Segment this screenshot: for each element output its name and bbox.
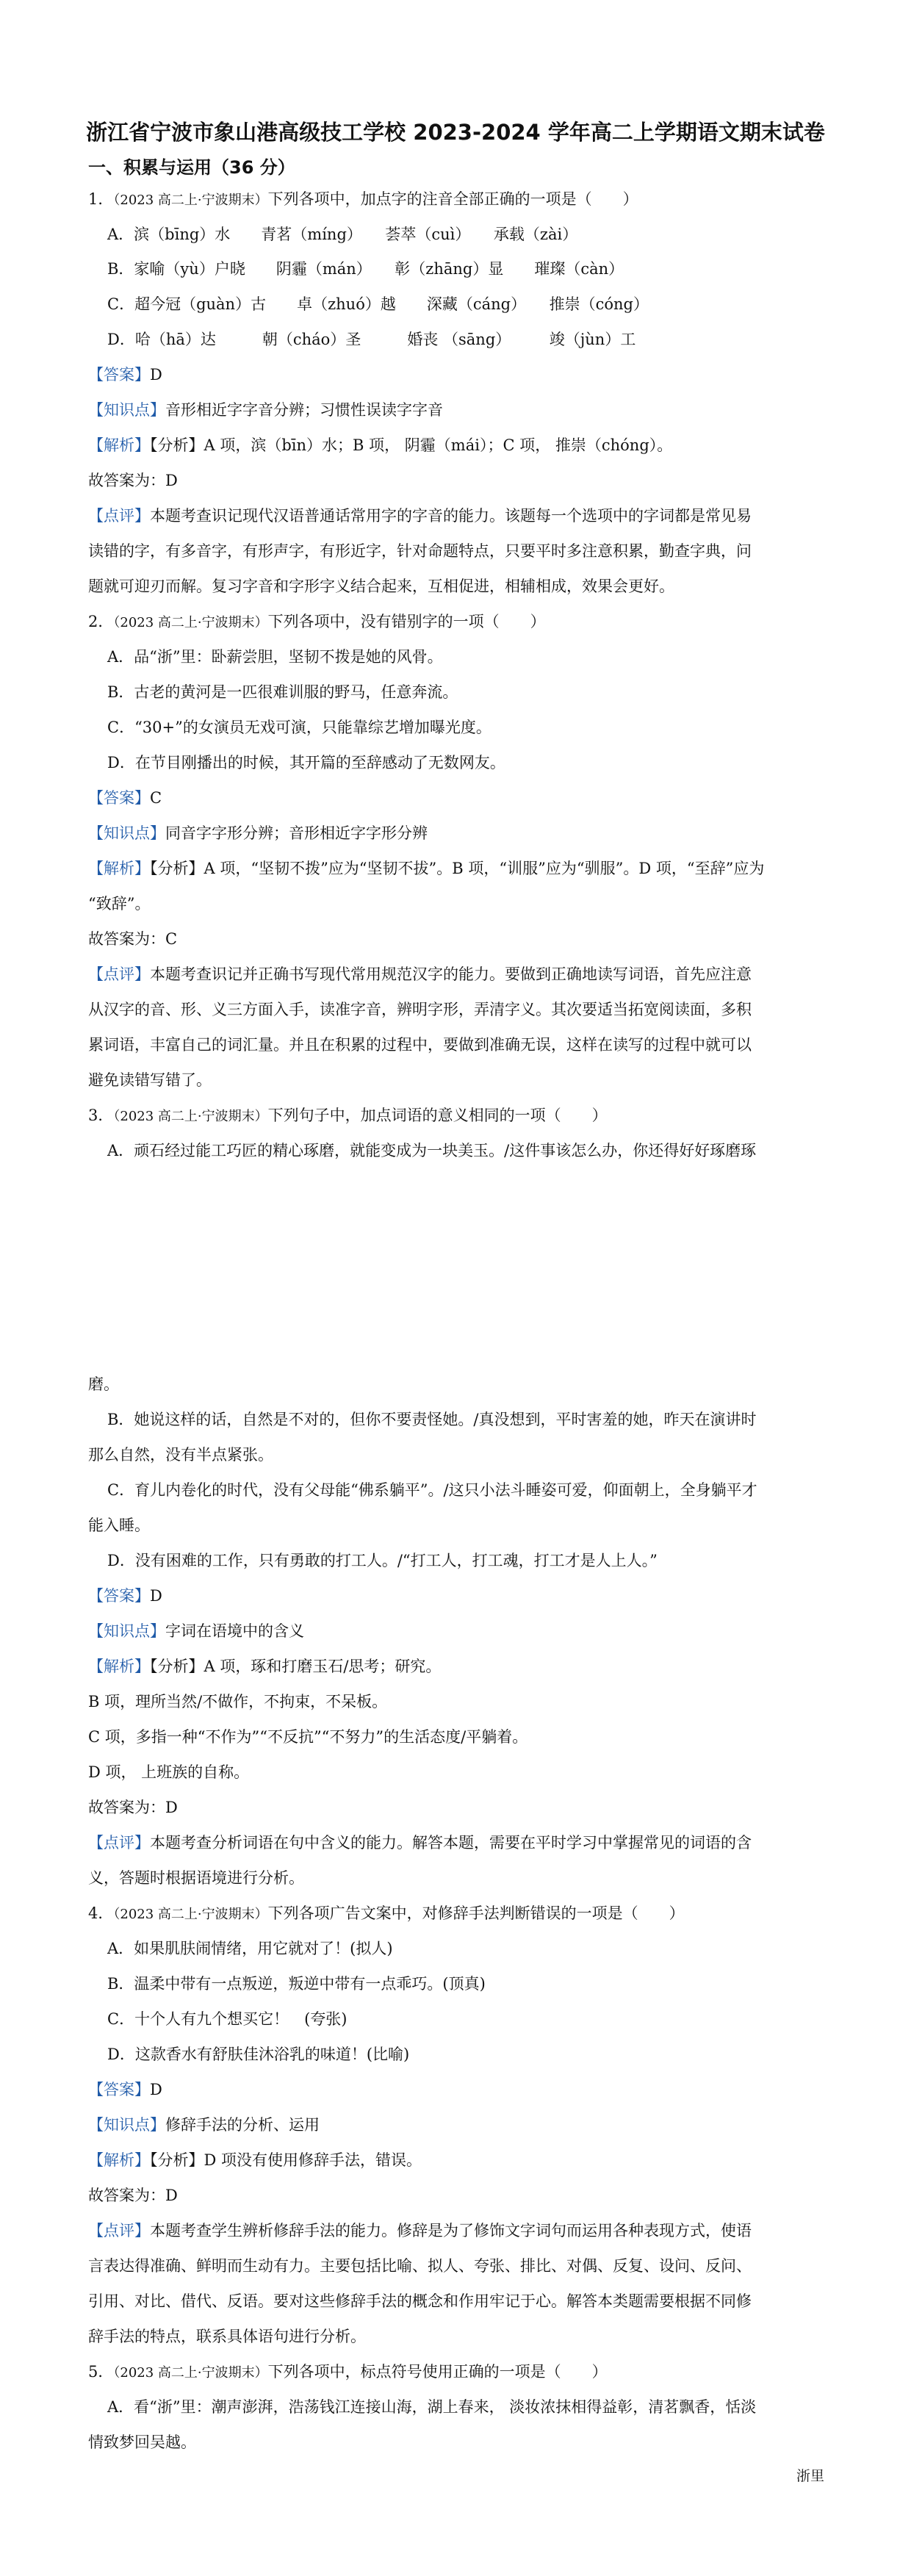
analysis-text: 【分析】A 项，滨（bīn）水；B 项， 阴霾（mái）；C 项， 推崇（chóng）。 xyxy=(150,436,673,454)
q1-option-c: C．超今冠（guàn）古 卓（zhuó）越 深藏（cáng） 推崇（cóng） xyxy=(107,295,649,313)
q2-option-b: B．古老的黄河是一匹很难训服的野马，任意奔流。 xyxy=(107,683,458,701)
comment-text: 本题考查识记现代汉语普通话常用字的字音的能力。该题每一个选项中的字词都是常见易 xyxy=(150,507,752,525)
question-stem: 下列各项中，标点符号使用正确的一项是（ ） xyxy=(267,2363,608,2381)
q1-option-a: A．滨（bīng）水 青茗（míng） 荟萃（cuì） 承载（zài） xyxy=(107,226,578,243)
q3-option-a: A．顽石经过能工巧匠的精心琢磨，就能变成为一块美玉。/这件事该怎么办，你还得好好琢磨琢 xyxy=(107,1142,757,1159)
answer-tag: 【答案】 xyxy=(88,366,150,384)
q2-comment-line: 累词语，丰富自己的词汇量。并且在积累的过程中，要做到准确无误，这样在读写的过程中就可以 xyxy=(88,1036,752,1054)
q3-option-d: D．没有困难的工作，只有勇敢的打工人。/“打工人，打工魂，打工才是人上人。” xyxy=(107,1552,658,1569)
q1-result: 故答案为：D xyxy=(88,472,178,489)
q1-comment xyxy=(88,506,752,526)
question-stem: 下列句子中，加点词语的意义相同的一项（ ） xyxy=(267,1107,608,1124)
comment-text: 本题考查学生辨析修辞手法的能力。修辞是为了修饰文字词句而运用各种表现方式，使语 xyxy=(150,2222,752,2239)
q4-option-c: C．十个人有九个想买它！ (夸张) xyxy=(107,2010,348,2028)
comment-tag: 【点评】 xyxy=(88,965,150,983)
knowledge-text: 音形相近字字音分辨；习惯性误读字字音 xyxy=(165,401,443,419)
q3-knowledge xyxy=(88,1621,304,1641)
answer-tag: 【答案】 xyxy=(88,1587,150,1605)
analysis-tag: 【解析】 xyxy=(88,860,150,877)
q2-option-a: A．品“浙”里：卧薪尝胆，坚韧不拨是她的风骨。 xyxy=(107,648,443,666)
question-stem: 下列各项中，加点字的注音全部正确的一项是（ ） xyxy=(267,190,638,208)
q3-option-a-continued: 磨。 xyxy=(88,1375,119,1393)
q3-answer xyxy=(88,1586,162,1606)
q2-answer xyxy=(88,788,162,808)
knowledge-tag: 【知识点】 xyxy=(88,401,165,419)
answer-value: C xyxy=(150,789,162,807)
q3-analysis-line: D 项， 上班族的自称。 xyxy=(88,1763,250,1781)
q4-knowledge xyxy=(88,2115,320,2135)
q2-comment xyxy=(88,964,752,985)
q3-result: 故答案为：D xyxy=(88,1799,178,1816)
answer-value: D xyxy=(150,366,162,384)
question-source: （2023 高二上·宁波期末） xyxy=(113,193,268,208)
question-number: 1． xyxy=(88,190,114,208)
q5-option-a: A．看“浙”里：潮声澎湃，浩荡钱江连接山海，湖上春来， 淡妆浓抹相得益彰，清茗飘香，恬淡 xyxy=(107,2398,757,2416)
q3-analysis xyxy=(88,1656,441,1677)
question-1 xyxy=(88,189,638,211)
q3-analysis-line: B 项，理所当然/不做作，不拘束，不呆板。 xyxy=(88,1693,388,1710)
question-number: 4． xyxy=(88,1904,114,1922)
q1-option-d: D．哈（hā）达 朝（cháo）圣 婚丧 （sāng） 竣（jùn）工 xyxy=(107,331,636,348)
q4-result: 故答案为：D xyxy=(88,2187,178,2204)
question-source: （2023 高二上·宁波期末） xyxy=(113,1109,268,1124)
knowledge-tag: 【知识点】 xyxy=(88,2116,165,2134)
q4-option-d: D．这款香水有舒肤佳沐浴乳的味道！(比喻) xyxy=(107,2046,410,2063)
analysis-tag: 【解析】 xyxy=(88,436,150,454)
section-heading: 一、积累与运用（36 分） xyxy=(88,157,295,178)
q2-option-c: C．“30+”的女演员无戏可演，只能靠综艺增加曝光度。 xyxy=(107,719,491,736)
knowledge-text: 修辞手法的分析、运用 xyxy=(165,2116,320,2134)
question-number: 3． xyxy=(88,1107,114,1124)
question-2 xyxy=(88,611,546,633)
q1-comment-line: 题就可迎刃而解。复习字音和字形字义结合起来，互相促进，相辅相成，效果会更好。 xyxy=(88,578,674,595)
q2-comment-line: 避免读错写错了。 xyxy=(88,1071,212,1089)
comment-tag: 【点评】 xyxy=(88,507,150,525)
q3-analysis-line: C 项，多指一种“不作为”“不反抗”“不努力”的生活态度/平躺着。 xyxy=(88,1728,528,1746)
document-title: 浙江省宁波市象山港高级技工学校 2023-2024 学年高二上学期语文期末试卷 xyxy=(86,120,825,145)
q3-comment xyxy=(88,1832,752,1853)
q3-option-c: C．育儿内卷化的时代，没有父母能“佛系躺平”。/这只小法斗睡姿可爱，仰面朝上，全身躺平才 xyxy=(107,1481,757,1499)
q2-result: 故答案为：C xyxy=(88,930,178,948)
q4-answer xyxy=(88,2079,162,2100)
question-stem: 下列各项广告文案中，对修辞手法判断错误的一项是（ ） xyxy=(267,1904,685,1922)
question-3 xyxy=(88,1105,608,1127)
question-number: 5． xyxy=(88,2363,114,2381)
answer-value: D xyxy=(150,1587,162,1605)
knowledge-tag: 【知识点】 xyxy=(88,824,165,842)
answer-tag: 【答案】 xyxy=(88,789,150,807)
answer-value: D xyxy=(150,2081,162,2098)
analysis-text: 【分析】D 项没有使用修辞手法，错误。 xyxy=(150,2151,422,2169)
q5-option-a-line: 情致梦回吴越。 xyxy=(88,2433,196,2451)
q2-knowledge xyxy=(88,823,428,843)
q3-comment-line: 义，答题时根据语境进行分析。 xyxy=(88,1869,304,1887)
q4-comment-line: 言表达得准确、鲜明而生动有力。主要包括比喻、拟人、夸张、排比、对偶、反复、设问、反问、 xyxy=(88,2257,752,2275)
analysis-tag: 【解析】 xyxy=(88,1658,150,1675)
q4-option-b: B．温柔中带有一点叛逆，叛逆中带有一点乖巧。(顶真) xyxy=(107,1975,486,1993)
q4-option-a: A．如果肌肤闹情绪，用它就对了！(拟人) xyxy=(107,1940,393,1957)
answer-tag: 【答案】 xyxy=(88,2081,150,2098)
q2-analysis xyxy=(88,858,764,879)
q4-comment-line: 引用、对比、借代、反语。要对这些修辞手法的概念和作用牢记于心。解答本类题需要根据不同修 xyxy=(88,2292,752,2310)
page-footer: 浙里 xyxy=(796,2468,824,2484)
comment-tag: 【点评】 xyxy=(88,1834,150,1852)
q4-analysis xyxy=(88,2150,422,2170)
analysis-tag: 【解析】 xyxy=(88,2151,150,2169)
q1-answer xyxy=(88,364,162,385)
comment-text: 本题考查分析词语在句中含义的能力。解答本题，需要在平时学习中掌握常见的词语的含 xyxy=(150,1834,752,1852)
question-number: 2． xyxy=(88,613,114,630)
comment-tag: 【点评】 xyxy=(88,2222,150,2239)
q4-comment xyxy=(88,2220,752,2241)
question-stem: 下列各项中，没有错别字的一项（ ） xyxy=(267,613,546,630)
q2-comment-line: 从汉字的音、形、义三方面入手，读准字音，辨明字形，弄清字义。其次要适当拓宽阅读面，多积 xyxy=(88,1001,752,1018)
knowledge-tag: 【知识点】 xyxy=(88,1622,165,1640)
question-source: （2023 高二上·宁波期末） xyxy=(113,1907,268,1922)
q3-option-b: B．她说这样的话，自然是不对的，但你不要责怪她。/真没想到，平时害羞的她，昨天在演讲时 xyxy=(107,1411,757,1428)
question-4 xyxy=(88,1903,685,1925)
question-source: （2023 高二上·宁波期末） xyxy=(113,615,268,630)
question-5 xyxy=(88,2361,608,2383)
q1-option-b: B．家喻（yù）户晓 阴霾（mán） 彰（zhāng）显 璀璨（càn） xyxy=(107,260,624,278)
q1-analysis xyxy=(88,435,672,456)
analysis-text: 【分析】A 项，“坚韧不拨”应为“坚韧不拔”。B 项，“训服”应为“驯服”。D 项，“至辞”应为 xyxy=(150,860,765,877)
knowledge-text: 字词在语境中的含义 xyxy=(165,1622,304,1640)
question-source: （2023 高二上·宁波期末） xyxy=(113,2365,268,2381)
knowledge-text: 同音字字形分辨；音形相近字字形分辨 xyxy=(165,824,428,842)
q2-option-d: D．在节目刚播出的时候，其开篇的至辞感动了无数网友。 xyxy=(107,754,505,771)
analysis-text: 【分析】A 项，琢和打磨玉石/思考；研究。 xyxy=(150,1658,442,1675)
q3-option-c-line: 能入睡。 xyxy=(88,1517,150,1534)
comment-text: 本题考查识记并正确书写现代常用规范汉字的能力。要做到正确地读写词语，首先应注意 xyxy=(150,965,752,983)
q1-comment-line: 读错的字，有多音字，有形声字，有形近字，针对命题特点，只要平时多注意积累，勤查字典，问 xyxy=(88,542,752,560)
q2-analysis-line: “致辞”。 xyxy=(88,895,151,913)
q3-option-b-line: 那么自然，没有半点紧张。 xyxy=(88,1446,273,1464)
q4-comment-line: 辞手法的特点，联系具体语句进行分析。 xyxy=(88,2328,366,2345)
q1-knowledge xyxy=(88,400,443,420)
